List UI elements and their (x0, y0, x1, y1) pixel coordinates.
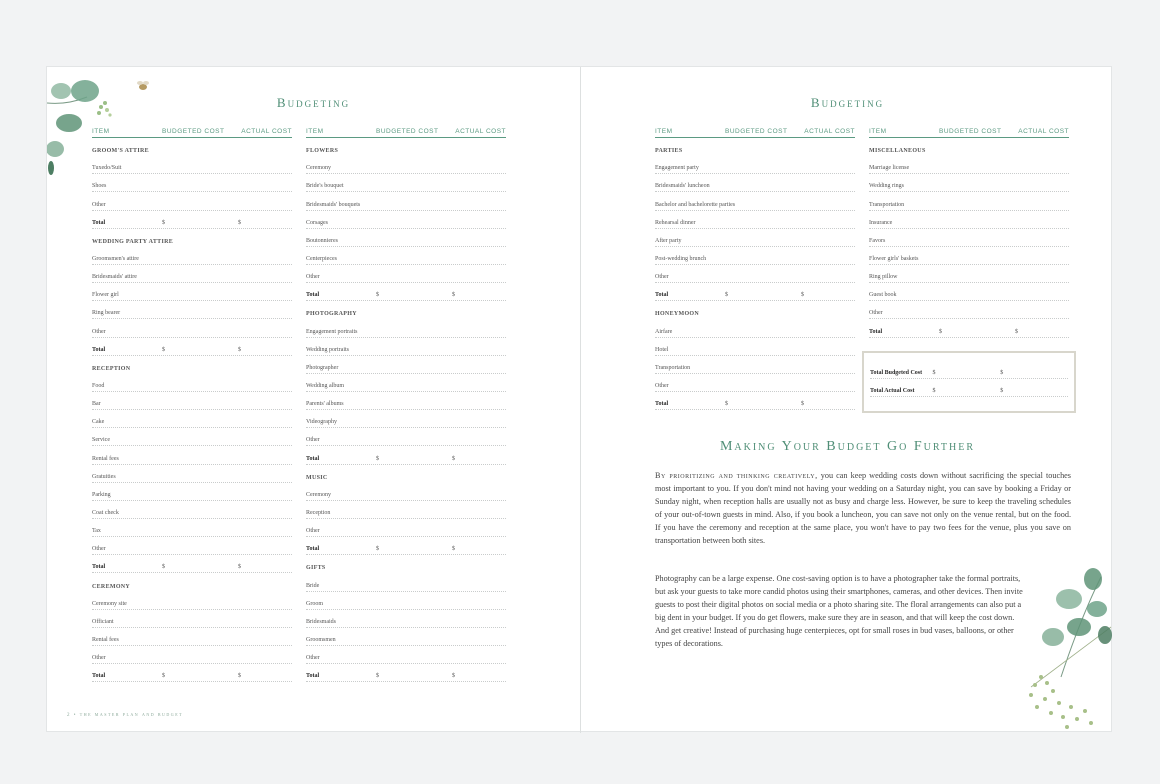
budget-row[interactable] (869, 247, 1069, 265)
budget-row[interactable] (92, 537, 292, 555)
total-row[interactable] (306, 537, 506, 555)
row-label: RECEPTION (92, 365, 131, 372)
row-label: Photographer (306, 364, 339, 371)
row-label: Other (306, 655, 320, 662)
total-actual-row (870, 379, 1068, 397)
row-label: Boutonnieres (306, 237, 338, 244)
total-row[interactable] (655, 392, 855, 410)
budget-row[interactable] (869, 301, 1069, 319)
total-row[interactable] (306, 283, 506, 301)
column-header-actual: ACTUAL COST (455, 128, 506, 135)
row-label: CEREMONY (92, 583, 131, 590)
row-label: Insurance (869, 219, 893, 226)
row-label: PHOTOGRAPHY (306, 311, 357, 318)
budget-row[interactable] (92, 265, 292, 283)
row-label: Other (92, 328, 106, 335)
budget-row[interactable] (92, 410, 292, 428)
total-actual-field[interactable]: $ (932, 388, 936, 394)
column-header-actual: ACTUAL COST (1018, 128, 1069, 135)
budget-row[interactable] (92, 592, 292, 610)
row-label: After party (655, 237, 682, 244)
budget-row[interactable] (655, 247, 855, 265)
row-label: Engagement portraits (306, 328, 358, 335)
total-budgeted-field[interactable]: $ (932, 370, 936, 376)
paragraph-lead: By prioritizing and thinking creatively, (655, 471, 818, 480)
budget-column (306, 128, 506, 682)
budgeted-cost-field[interactable]: $ (162, 564, 165, 571)
row-label: PARTIES (655, 148, 683, 155)
eucalyptus-leaves-icon (1001, 557, 1113, 733)
budgeted-cost-field[interactable]: $ (725, 292, 728, 299)
section-heading (92, 356, 292, 374)
budget-row[interactable] (306, 573, 506, 591)
budget-row[interactable] (306, 410, 506, 428)
budget-row[interactable] (306, 610, 506, 628)
row-label: Rehearsal dinner (655, 219, 696, 226)
budget-row[interactable] (869, 283, 1069, 301)
budgeted-cost-field[interactable]: $ (162, 673, 165, 680)
budgeted-cost-field[interactable]: $ (162, 219, 165, 226)
row-label: Cake (92, 419, 105, 426)
section-heading (92, 573, 292, 591)
budget-row[interactable] (655, 319, 855, 337)
budget-row[interactable] (92, 610, 292, 628)
row-label: Post-wedding brunch (655, 255, 707, 262)
paragraph-body: you can keep wedding costs down without sacrificing the special touches most important to you. If you don't mind not having your wedding on a Saturday night, you can save by booking a Friday or Sunday night, when reception halls are usually not as busy and charge less. However, be sure to keep the traveling schedules of your out-of-town guests in mind. Also, if you book a luncheon, you can save not only on the venue rental, but on the food. If you have the ceremony and reception at the same place, you won't have to pay two fees for the venue, plus you save on transportation between both sites. (655, 471, 1071, 545)
column-header-actual: ACTUAL COST (241, 128, 292, 135)
row-label: Total (92, 564, 106, 571)
budget-row[interactable] (92, 392, 292, 410)
row-label: Parking (92, 491, 111, 498)
budget-row[interactable] (655, 211, 855, 229)
actual-cost-field[interactable]: $ (238, 564, 241, 571)
row-label: Bridesmaids' bouquets (306, 201, 361, 208)
row-label: Total (869, 328, 883, 335)
left-page (47, 67, 580, 733)
row-label: Groom (306, 600, 323, 607)
budget-row[interactable] (869, 211, 1069, 229)
budget-row[interactable] (306, 392, 506, 410)
row-label: GROOM'S ATTIRE (92, 148, 149, 155)
column-header (655, 128, 855, 138)
right-page (580, 67, 1113, 733)
row-label: Flower girl (92, 292, 119, 299)
row-label: Total (655, 292, 669, 299)
row-label: Reception (306, 509, 331, 516)
budget-row[interactable] (306, 156, 506, 174)
row-label: Other (869, 310, 883, 317)
budget-row[interactable] (306, 356, 506, 374)
budget-row[interactable] (655, 192, 855, 210)
column-header-budgeted: BUDGETED COST (725, 128, 788, 135)
budget-row[interactable] (655, 156, 855, 174)
row-label: Food (92, 382, 105, 389)
budget-row[interactable] (92, 156, 292, 174)
actual-cost-field[interactable]: $ (238, 346, 241, 353)
row-label: Bridesmaids (306, 618, 336, 625)
total-row[interactable] (92, 664, 292, 682)
row-label: Total (92, 219, 106, 226)
budget-row[interactable] (655, 374, 855, 392)
budget-row[interactable] (306, 592, 506, 610)
budget-row[interactable] (306, 628, 506, 646)
row-label: Ceremony site (92, 600, 127, 607)
row-label: Total (306, 455, 320, 462)
budget-row[interactable] (306, 519, 506, 537)
budget-row[interactable] (306, 483, 506, 501)
row-label: Wedding rings (869, 183, 905, 190)
row-label: Other (306, 274, 320, 281)
budget-row[interactable] (655, 229, 855, 247)
budget-row[interactable] (92, 646, 292, 664)
row-label: MISCELLANEOUS (869, 148, 926, 155)
section-heading (306, 465, 506, 483)
row-label: Guest book (869, 292, 897, 299)
row-label: Hotel (655, 346, 669, 353)
row-label: Tuxedo/Suit (92, 165, 122, 172)
total-budgeted-field-2[interactable]: $ (1000, 370, 1004, 376)
budget-column (655, 128, 855, 410)
budget-row[interactable] (306, 229, 506, 247)
section-heading (655, 301, 855, 319)
column-header (306, 128, 506, 138)
row-label: Rental fees (92, 455, 119, 462)
budget-row[interactable] (92, 247, 292, 265)
total-cost-box (862, 351, 1076, 413)
section-heading (92, 138, 292, 156)
row-label: MUSIC (306, 474, 328, 481)
budget-row[interactable] (92, 428, 292, 446)
bee-icon (135, 79, 151, 93)
row-label: Total (92, 673, 106, 680)
row-label: Service (92, 437, 110, 444)
budget-row[interactable] (306, 174, 506, 192)
row-label: Other (92, 655, 106, 662)
budget-row[interactable] (306, 211, 506, 229)
budget-row[interactable] (869, 265, 1069, 283)
total-row[interactable] (306, 664, 506, 682)
budgeted-cost-field[interactable]: $ (939, 328, 942, 335)
budget-row[interactable] (306, 192, 506, 210)
row-label: Marriage license (869, 165, 910, 172)
row-label: Corsages (306, 219, 328, 226)
row-label: Shoes (92, 183, 107, 190)
row-label: Bride's bouquet (306, 183, 344, 190)
row-label: Other (92, 201, 106, 208)
budgeted-cost-field[interactable]: $ (162, 346, 165, 353)
row-label: Other (655, 382, 669, 389)
row-label: Gratuities (92, 473, 116, 480)
row-label: Favors (869, 237, 886, 244)
page-footer: 2 • the master plan and budget (67, 713, 184, 718)
budget-row[interactable] (655, 338, 855, 356)
row-label: WEDDING PARTY ATTIRE (92, 238, 174, 245)
row-label: Ring bearer (92, 310, 121, 317)
budget-row[interactable] (92, 374, 292, 392)
section-heading (306, 555, 506, 573)
budget-row[interactable] (306, 374, 506, 392)
actual-cost-field[interactable]: $ (452, 546, 455, 553)
actual-cost-field[interactable]: $ (238, 673, 241, 680)
column-header (869, 128, 1069, 138)
budgeted-cost-field[interactable]: $ (725, 401, 728, 408)
row-label: Total (306, 292, 320, 299)
section-heading (655, 138, 855, 156)
column-header-item: ITEM (869, 128, 887, 135)
budget-row[interactable] (306, 501, 506, 519)
row-label: Coat check (92, 509, 119, 516)
row-label: Bridesmaids' attire (92, 274, 137, 281)
row-label: Ceremony (306, 165, 331, 172)
total-row[interactable] (92, 338, 292, 356)
paragraph-2: Photography can be a large expense. One cost-saving option is to have a photographer take the formal portraits, but ask your guests to take more candid photos using their smartphones, cameras, and other devices. Then invite guests to post their digital photos on social media or a photo sharing site. The floral arrangements can also put a big dent in your budget. If you do get flowers, make sure they are in season, and that will keep the cost down. And get creative! Instead of purchasing huge centerpieces, opt for small roses in bud vases, balloons, or other types of decorations. (655, 574, 1023, 648)
row-label: Other (92, 546, 106, 553)
row-label: Bachelor and bachelorette parties (655, 201, 736, 208)
column-header-budgeted: BUDGETED COST (939, 128, 1002, 135)
budget-row[interactable] (92, 192, 292, 210)
budget-row[interactable] (92, 483, 292, 501)
actual-cost-field[interactable]: $ (801, 292, 804, 299)
budgeted-cost-field[interactable]: $ (376, 292, 379, 299)
budget-row[interactable] (92, 628, 292, 646)
budget-row[interactable] (306, 646, 506, 664)
row-label: Officiant (92, 618, 114, 625)
budget-row[interactable] (655, 174, 855, 192)
row-label: Ceremony (306, 491, 331, 498)
column-header-item: ITEM (306, 128, 324, 135)
row-label: GIFTS (306, 565, 326, 572)
row-label: Total (92, 346, 106, 353)
actual-cost-field[interactable]: $ (801, 401, 804, 408)
actual-cost-field[interactable]: $ (1015, 328, 1018, 335)
budget-row[interactable] (92, 446, 292, 464)
section-heading (306, 138, 506, 156)
actual-cost-field[interactable]: $ (452, 292, 455, 299)
row-label: Ring pillow (869, 274, 898, 281)
total-actual-label: Total Actual Cost (870, 388, 915, 394)
row-label: Other (306, 528, 320, 535)
row-label: Engagement party (655, 165, 699, 172)
section-heading (869, 138, 1069, 156)
actual-cost-field[interactable]: $ (238, 219, 241, 226)
row-label: Groomsmen (306, 636, 336, 643)
budget-row[interactable] (306, 319, 506, 337)
total-actual-field-2[interactable]: $ (1000, 388, 1004, 394)
budget-row[interactable] (92, 501, 292, 519)
budget-row[interactable] (92, 174, 292, 192)
row-label: Bar (92, 401, 101, 408)
row-label: HONEYMOON (655, 311, 700, 318)
total-row[interactable] (869, 319, 1069, 337)
budget-row[interactable] (655, 356, 855, 374)
budget-row[interactable] (869, 229, 1069, 247)
row-label: Tax (92, 528, 101, 535)
section-heading (306, 301, 506, 319)
section-title: Making Your Budget Go Further (719, 439, 976, 454)
budget-row[interactable] (306, 247, 506, 265)
budget-row[interactable] (306, 338, 506, 356)
total-row[interactable] (306, 446, 506, 464)
budget-column (869, 128, 1069, 338)
row-label: Transportation (655, 364, 691, 371)
actual-cost-field[interactable]: $ (452, 455, 455, 462)
row-label: Parents' albums (306, 401, 344, 408)
book-spread (46, 66, 1112, 732)
row-label: Groomsmen's attire (92, 255, 139, 262)
section-heading (92, 229, 292, 247)
total-row[interactable] (92, 211, 292, 229)
column-header-item: ITEM (655, 128, 673, 135)
budget-row[interactable] (655, 265, 855, 283)
row-label: Wedding album (306, 382, 345, 389)
total-row[interactable] (92, 555, 292, 573)
budget-row[interactable] (92, 319, 292, 337)
column-header-budgeted: BUDGETED COST (376, 128, 439, 135)
total-budgeted-row (870, 361, 1068, 379)
row-label: Total (306, 546, 320, 553)
budget-row[interactable] (92, 301, 292, 319)
budget-row[interactable] (306, 428, 506, 446)
actual-cost-field[interactable]: $ (452, 673, 455, 680)
column-header-item: ITEM (92, 128, 110, 135)
total-row[interactable] (655, 283, 855, 301)
row-label: Total (306, 673, 320, 680)
column-header-actual: ACTUAL COST (804, 128, 855, 135)
total-budgeted-label: Total Budgeted Cost (870, 370, 923, 376)
row-label: Wedding portraits (306, 346, 350, 353)
paragraph-1 (655, 469, 1071, 547)
budgeted-cost-field[interactable]: $ (376, 673, 379, 680)
row-label: Centerpieces (306, 255, 337, 262)
row-label: Rental fees (92, 636, 119, 643)
row-label: Flower girls' baskets (869, 255, 919, 262)
column-header-budgeted: BUDGETED COST (162, 128, 225, 135)
budget-row[interactable] (869, 174, 1069, 192)
budgeted-cost-field[interactable]: $ (376, 455, 379, 462)
row-label: Transportation (869, 201, 905, 208)
budget-row[interactable] (92, 465, 292, 483)
page-title: Budgeting (276, 95, 351, 110)
row-label: Videography (306, 419, 337, 426)
row-label: Bridesmaids' luncheon (655, 183, 710, 190)
row-label: Other (655, 274, 669, 281)
row-label: Total (655, 401, 669, 408)
column-header (92, 128, 292, 138)
row-label: FLOWERS (306, 148, 339, 155)
budgeted-cost-field[interactable]: $ (376, 546, 379, 553)
budget-column (92, 128, 292, 682)
budget-row[interactable] (92, 519, 292, 537)
row-label: Other (306, 437, 320, 444)
budget-row[interactable] (306, 265, 506, 283)
budget-row[interactable] (92, 283, 292, 301)
page-title: Budgeting (810, 95, 885, 110)
budget-row[interactable] (869, 192, 1069, 210)
row-label: Airfare (655, 328, 673, 335)
row-label: Bride (306, 582, 320, 589)
budget-row[interactable] (869, 156, 1069, 174)
